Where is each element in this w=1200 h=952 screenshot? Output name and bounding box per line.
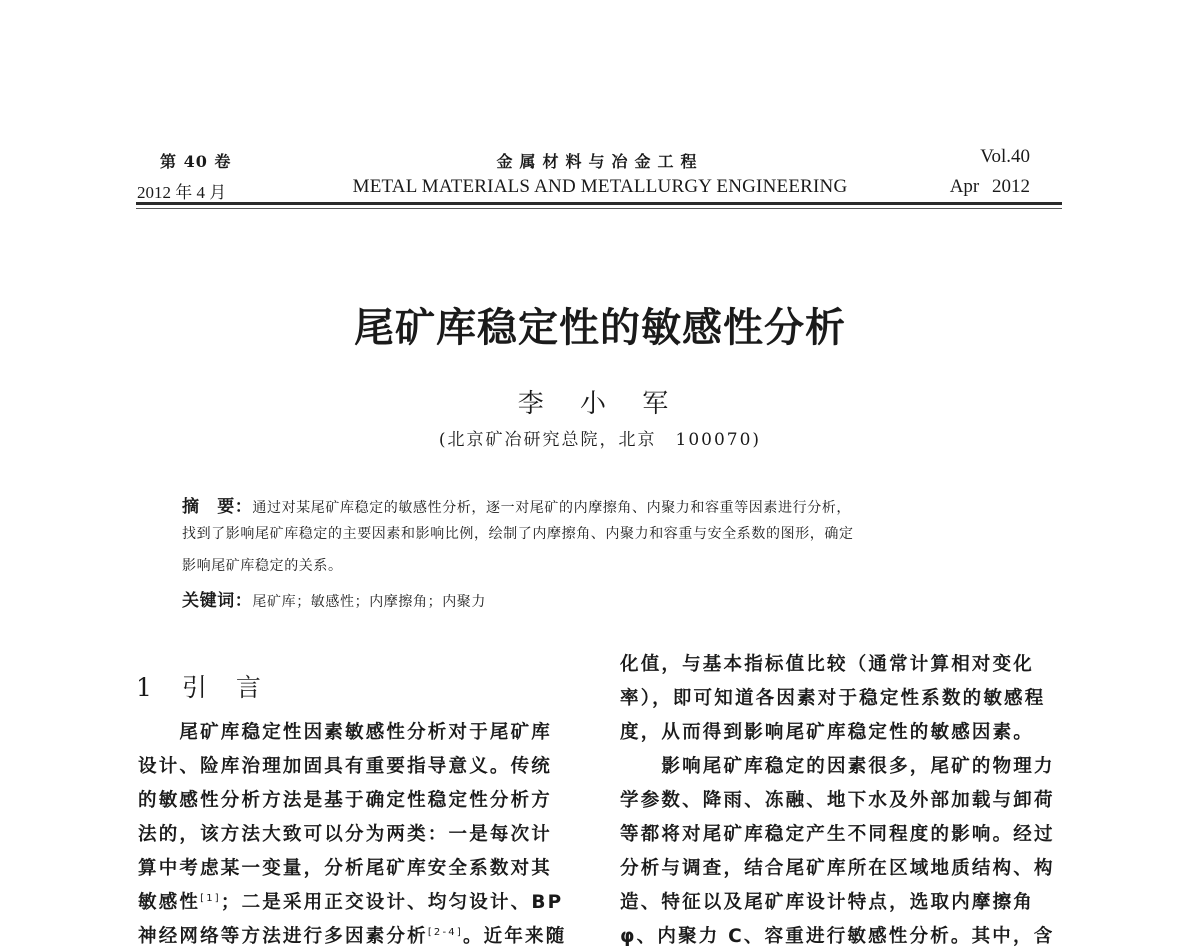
body-text: 。近年来随	[462, 926, 567, 947]
header-rule-thick	[136, 202, 1062, 205]
section-title: 引 言	[181, 673, 263, 702]
body-line: 法的，该方法大致可以分为两类：一是每次计	[138, 824, 553, 845]
abstract-line	[182, 492, 851, 517]
body-line: 造、特征以及尾矿库设计特点，选取内摩擦角	[620, 892, 1035, 913]
header-volume-cn: 第 40 卷	[160, 152, 232, 171]
paper-title: 尾矿库稳定性的敏感性分析	[354, 305, 846, 351]
header-date-cn: 2012 年 4 月	[137, 183, 227, 202]
section-number: 1	[136, 673, 154, 702]
body-text: 敏感性	[138, 892, 201, 913]
keywords-label: 关键词：	[182, 591, 253, 611]
body-line: 的敏感性分析方法是基于确定性稳定性分析方	[138, 790, 553, 811]
citation-ref: [2-4]	[427, 926, 463, 938]
body-line: 化值，与基本指标值比较（通常计算相对变化	[620, 654, 1035, 675]
abstract-label: 摘 要：	[182, 497, 253, 517]
body-text: 神经网络等方法进行多因素分析	[138, 926, 428, 947]
body-line: 设计、险库治理加固具有重要指导意义。传统	[138, 756, 553, 777]
abstract-line: 找到了影响尾矿库稳定的主要因素和影响比例，绘制了内摩擦角、内聚力和容重与安全系数的图形，确定	[182, 526, 854, 542]
body-line	[138, 922, 566, 948]
header-rule-thin	[136, 208, 1062, 209]
body-line: 尾矿库稳定性因素敏感性分析对于尾矿库	[138, 722, 553, 743]
body-line: 等都将对尾矿库稳定产生不同程度的影响。经过	[620, 824, 1055, 845]
keywords-line	[182, 586, 486, 611]
body-line: 算中考虑某一变量，分析尾矿库安全系数对其	[138, 858, 553, 879]
section-heading	[136, 668, 291, 704]
paper-affiliation: (北京矿冶研究总院，北京 100070)	[438, 430, 762, 450]
body-line: φ、内聚力 C、容重进行敏感性分析。其中，含	[620, 926, 1055, 947]
body-line: 学参数、降雨、冻融、地下水及外部加载与卸荷	[620, 790, 1055, 811]
abstract-line: 影响尾矿库稳定的关系。	[182, 558, 343, 574]
keywords-text: 尾矿库；敏感性；内摩擦角；内聚力	[252, 594, 487, 610]
abstract-text: 通过对某尾矿库稳定的敏感性分析，逐一对尾矿的内摩擦角、内聚力和容重等因素进行分析，	[252, 500, 852, 516]
citation-ref: [1]	[200, 892, 221, 904]
body-line: 率），即可知道各因素对于稳定性系数的敏感程	[620, 688, 1046, 709]
body-text: ；二是采用正交设计、均匀设计、BP	[220, 892, 564, 913]
header-journal-en: METAL MATERIALS AND METALLURGY ENGINEERING	[352, 176, 848, 197]
paper-author: 李 小 军	[517, 389, 683, 419]
header-date-en: Apr 2012	[949, 176, 1030, 197]
body-line: 影响尾矿库稳定的因素很多，尾矿的物理力	[620, 756, 1055, 777]
body-line: 分析与调查，结合尾矿库所在区域地质结构、构	[620, 858, 1055, 879]
header-volume-en: Vol.40	[980, 146, 1030, 167]
body-line: 度，从而得到影响尾矿库稳定性的敏感因素。	[620, 722, 1035, 743]
header-journal-cn: 金属材料与冶金工程	[496, 152, 704, 171]
body-line	[138, 888, 563, 914]
